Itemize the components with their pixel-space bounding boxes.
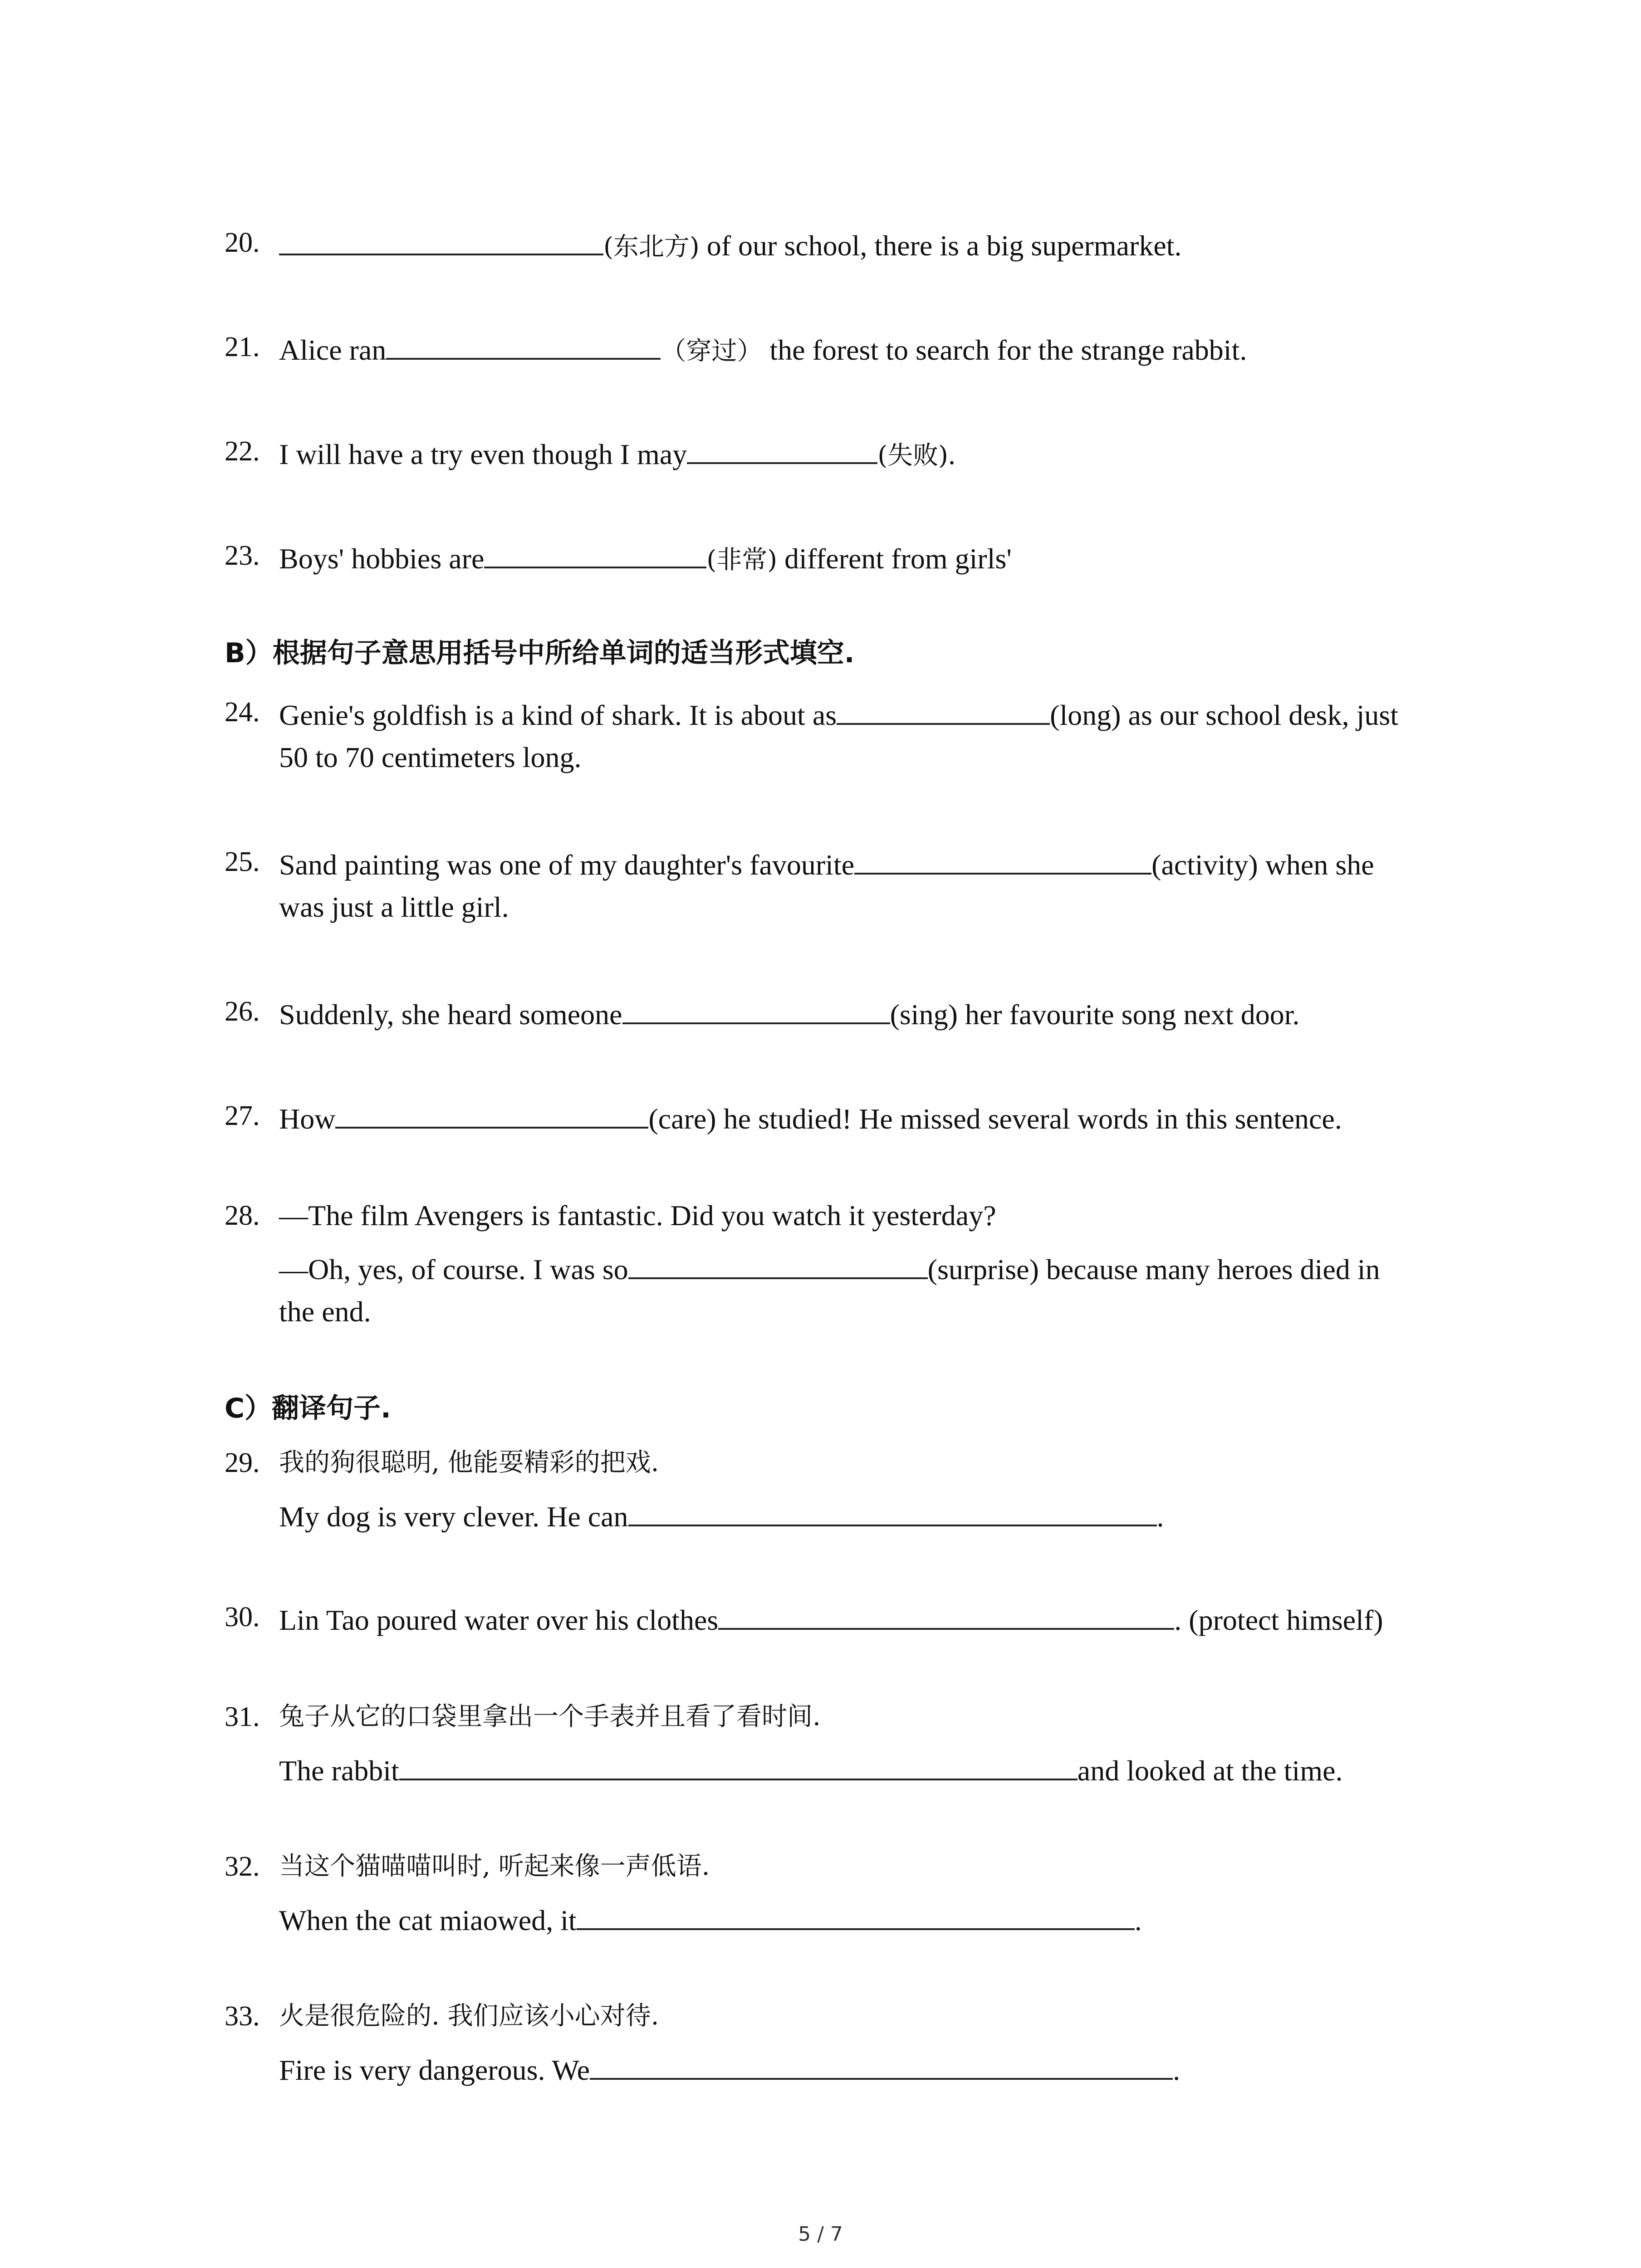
question-number: 27. bbox=[225, 1100, 260, 1131]
answer-blank[interactable] bbox=[335, 1093, 648, 1129]
answer-blank[interactable] bbox=[590, 2044, 1173, 2080]
question-text: The rabbit bbox=[279, 1755, 399, 1787]
question-text: My dog is very clever. He can bbox=[279, 1501, 628, 1533]
question-number: 20. bbox=[225, 227, 260, 258]
question-text: the forest to search for the strange rabbit. bbox=[762, 334, 1247, 366]
question-line bbox=[279, 989, 1299, 1037]
question-number: 28. bbox=[225, 1200, 260, 1231]
question-line: —The film Avengers is fantastic. Did you watch it yesterday? bbox=[279, 1199, 996, 1232]
question-number: 30. bbox=[225, 1602, 260, 1633]
question-text: Alice ran bbox=[279, 334, 387, 366]
chinese-sentence: 我的狗很聪明, 他能耍精彩的把戏. bbox=[279, 1448, 659, 1477]
answer-blank[interactable] bbox=[386, 324, 661, 360]
question-line-2: was just a little girl. bbox=[279, 891, 509, 923]
question-number: 24. bbox=[225, 697, 260, 728]
question-line-2 bbox=[279, 2044, 1180, 2093]
page-number: 5 / 7 bbox=[798, 2223, 843, 2246]
question-text: (activity) when she bbox=[1151, 849, 1374, 881]
question-text: How bbox=[279, 1103, 336, 1135]
question-line-2 bbox=[279, 1745, 1343, 1794]
question-line bbox=[279, 429, 955, 479]
chinese-sentence: 火是很危险的. 我们应该小心对待. bbox=[279, 2001, 659, 2031]
question-text: (sing) her favourite song next door. bbox=[890, 998, 1300, 1031]
question-number: 25. bbox=[225, 846, 260, 877]
question-text: different from girls' bbox=[777, 543, 1012, 575]
chinese-hint: (东北方) bbox=[603, 232, 700, 262]
question-line bbox=[279, 324, 1247, 374]
question-number: 23. bbox=[225, 540, 260, 571]
chinese-hint: (失败) bbox=[877, 441, 948, 470]
answer-blank[interactable] bbox=[854, 839, 1151, 875]
question-number: 33. bbox=[225, 2001, 260, 2032]
question-text: . bbox=[948, 438, 955, 470]
chinese-sentence: 兔子从它的口袋里拿出一个手表并且看了看时间. bbox=[279, 1702, 821, 1731]
question-text: Genie's goldfish is a kind of shark. It is about as bbox=[279, 699, 837, 731]
question-text: (long) as our school desk, just bbox=[1050, 699, 1399, 731]
question-line bbox=[279, 689, 1398, 738]
question-line-2 bbox=[279, 1244, 1380, 1292]
question-text: . bbox=[1134, 1904, 1142, 1936]
question-text: Fire is very dangerous. We bbox=[279, 2054, 590, 2086]
question-text: Boys' hobbies are bbox=[279, 543, 485, 575]
question-text: . bbox=[1173, 2054, 1181, 2086]
question-text: and looked at the time. bbox=[1077, 1755, 1343, 1787]
answer-blank[interactable] bbox=[622, 989, 890, 1024]
chinese-hint: （穿过） bbox=[661, 337, 763, 366]
answer-blank[interactable] bbox=[279, 220, 603, 255]
answer-blank[interactable] bbox=[628, 1244, 928, 1279]
question-number: 22. bbox=[225, 436, 260, 467]
question-text: Lin Tao poured water over his clothes bbox=[279, 1604, 719, 1636]
question-text: I will have a try even though I may bbox=[279, 438, 687, 470]
question-line bbox=[279, 533, 1012, 583]
answer-blank[interactable] bbox=[687, 429, 877, 464]
answer-blank[interactable] bbox=[577, 1895, 1135, 1930]
question-number: 29. bbox=[225, 1447, 260, 1478]
question-text: Sand painting was one of my daughter's favourite bbox=[279, 849, 855, 881]
question-line bbox=[279, 839, 1374, 888]
question-text: of our school, there is a big supermarket. bbox=[699, 230, 1182, 262]
question-line-2: 50 to 70 centimeters long. bbox=[279, 741, 582, 773]
question-line bbox=[279, 220, 1182, 270]
question-text: Suddenly, she heard someone bbox=[279, 998, 622, 1031]
section-c-heading: C）翻译句子. bbox=[225, 1393, 391, 1424]
question-number: 21. bbox=[225, 332, 260, 362]
question-number: 32. bbox=[225, 1851, 260, 1882]
answer-blank[interactable] bbox=[399, 1745, 1078, 1780]
chinese-hint: (非常) bbox=[706, 545, 778, 575]
question-line-2 bbox=[279, 1895, 1142, 1943]
answer-blank[interactable] bbox=[628, 1491, 1157, 1526]
question-text: (care) he studied! He missed several words in this sentence. bbox=[648, 1103, 1342, 1135]
question-line-3: the end. bbox=[279, 1295, 371, 1328]
question-text: . (protect himself) bbox=[1174, 1604, 1383, 1636]
chinese-sentence: 当这个猫喵喵叫时, 听起来像一声低语. bbox=[279, 1852, 710, 1881]
question-number: 26. bbox=[225, 996, 260, 1027]
question-text: . bbox=[1156, 1501, 1164, 1533]
section-b-heading: B）根据句子意思用括号中所给单词的适当形式填空. bbox=[225, 637, 855, 669]
question-text: —Oh, yes, of course. I was so bbox=[279, 1253, 628, 1286]
question-text: When the cat miaowed, it bbox=[279, 1904, 577, 1936]
answer-blank[interactable] bbox=[484, 533, 706, 568]
question-line bbox=[279, 1093, 1342, 1142]
question-line bbox=[279, 1594, 1383, 1643]
question-text: (surprise) because many heroes died in bbox=[927, 1253, 1380, 1286]
answer-blank[interactable] bbox=[718, 1594, 1174, 1630]
answer-blank[interactable] bbox=[837, 689, 1050, 725]
question-number: 31. bbox=[225, 1701, 260, 1732]
question-line-2 bbox=[279, 1491, 1164, 1540]
